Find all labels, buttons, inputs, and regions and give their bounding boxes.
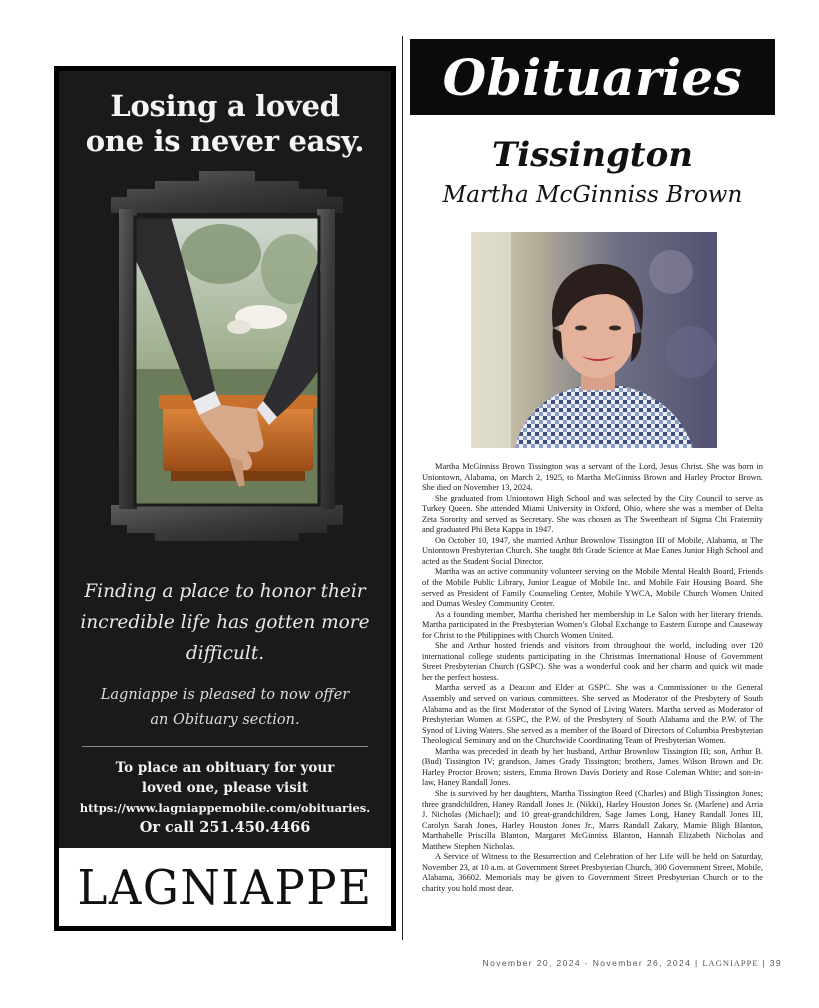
folio-separator: | bbox=[762, 958, 766, 968]
ad-tagline-line: difficult. bbox=[185, 643, 265, 664]
obituary-paragraph: She and Arthur hosted friends and visitors from throughout the world, including over 120 international college students participating in the Christmas International House of Government Street Presbyterian Church (GSPC). She was a wonderful cook and her charm and quick wit made her the perfect hostess. bbox=[422, 641, 763, 682]
ad-divider bbox=[82, 746, 368, 747]
obituary-paragraph: Martha was preceded in death by her husband, Arthur Brownlow Tissington III; son, Arthur B. (Bud) Tissington IV; grandson, James Grady Tissington; brothers, James Wilson Brown and Dr. Harley Proctor Brown; sisters, Emma Brown Davis Doriety and Rose Coleman White; and son-in-law, Haney Randall Jones. bbox=[422, 746, 763, 788]
folio-brand: LAGNIAPPE bbox=[702, 958, 759, 968]
ad-headline-line: one is never easy. bbox=[85, 124, 365, 158]
section-title: Obituaries bbox=[442, 47, 743, 107]
deceased-full-name: Martha McGinniss Brown bbox=[442, 182, 743, 208]
obituary-paragraph: On October 10, 1947, she married Arthur Brownlow Tissington III of Mobile, Alabama, at The Uniontown Presbyterian Church. She taught 8th Grade Science at Mae Eanes Junior High School and acted as the Student Social Director. bbox=[422, 535, 763, 566]
ad-tagline bbox=[69, 576, 381, 669]
ad-headline-line: Losing a loved bbox=[110, 89, 340, 123]
page-folio bbox=[483, 958, 782, 968]
folio-separator: | bbox=[694, 958, 699, 968]
obituary-advertisement bbox=[54, 66, 396, 931]
page-number: 39 bbox=[769, 958, 782, 968]
obituary-paragraph: She graduated from Uniontown High School and was selected by the City Council to serve as Turkey Queen. She attended Miami University in Oxford, Ohio, where she was a member of Delta Zeta Sorority and served as Secretary. She was chosen as The Sweetheart of Sigma Chi Fraternity and graduated Phi Beta Kappa in 1947. bbox=[422, 493, 763, 535]
ad-cta-line: To place an obituary for your bbox=[115, 760, 335, 776]
ad-cta-url: https://www.lagniappemobile.com/obituaries. bbox=[79, 801, 371, 815]
ad-subtag-line: an Obituary section. bbox=[150, 712, 300, 728]
ad-subtag-line: Lagniappe is pleased to now offer bbox=[100, 687, 350, 703]
obituary-paragraph: As a founding member, Martha cherished her membership in Le Salon with her literary friends. Martha participated in the Presbyterian Women’s Global Exchange to Eastern Europe and Causeway for Christ to the Philippines with Church Women United. bbox=[422, 609, 763, 640]
ad-cta-line: loved one, please visit bbox=[141, 780, 309, 796]
ad-tagline-line: Finding a place to honor their bbox=[84, 581, 366, 602]
section-banner bbox=[410, 39, 775, 115]
column-divider bbox=[402, 36, 403, 940]
ad-subtag bbox=[69, 683, 381, 733]
ad-call-to-action bbox=[59, 758, 391, 838]
holding-hands-image bbox=[111, 169, 343, 541]
obituary-paragraph: Martha was an active community volunteer serving on the Mobile Mental Health Board, Friends of the Mobile Public Library, Junior League of Mobile Inc. and Mobile Fair Housing Board. She served as President of Family Counseling Center, Mobile YWCA, Mobile Church Women United and Dumas Wesley Community Center. bbox=[422, 567, 763, 609]
obituary-body-text bbox=[422, 462, 763, 894]
lagniappe-logo: LAGNIAPPE bbox=[77, 859, 373, 915]
ad-tagline-line: incredible life has gotten more bbox=[80, 612, 370, 633]
obituary-paragraph: Martha served as a Deacon and Elder at GSPC. She was a Commissioner to the General Assembly and served on various committees. She served as Moderator of the Presbytery of South Alabama and as the first Moderator of the Synod of Living Waters. Martha served as Moderator of Presbyterian Women at GSPC, the P.W. of the Presbytery of South Alabama and the P.W. of The Synod of Living Waters. She served as a member of the Board of Directors of Columbia Presbyterian Theological Seminary and on the Churchwide Coordinating Team of Presbyterian Women. bbox=[422, 683, 763, 746]
ad-logo-bar bbox=[59, 848, 391, 926]
obituary-paragraph: She is survived by her daughters, Martha Tissington Reed (Charles) and Bligh Tissington Jones; three grandchildren, Haney Randall Jones Jr. (Nikki), Harley Houston Jones Sr. (Marlene) and Arria J. Nicholas (Michael); and 10 great-grandchildren, Sage James Long, Haney Randall Jones III, Carolyn Sarah Jones, Harley Houston Jones Jr., Marrs Randall Zakary, Mamie Bligh Blanton, Marthabelle Priscilla Blanton, Margaret McGinniss Blanton, Hannah Elizabeth Nicholas and Matthew Stephen Nicholas. bbox=[422, 788, 763, 851]
obituary-paragraph: A Service of Witness to the Resurrection and Celebration of her Life will be held on Saturday, November 23, at 10 a.m. at Government Street Presbyterian Church, 300 Government Street, Mobile, Alabama, 36602. Memorials may be given to Government Street Presbyterian Church or to the charity you hold most dear. bbox=[422, 852, 763, 893]
issue-dates: November 20, 2024 - November 26, 2024 bbox=[482, 958, 692, 968]
obituary-paragraph: Martha McGinniss Brown Tissington was a servant of the Lord, Jesus Christ. She was born in Uniontown, Alabama, on March 2, 1925, to Martha McGinniss Brown and Harley Proctor Brown. She died on November 13, 2024. bbox=[422, 462, 763, 493]
ad-headline bbox=[59, 89, 391, 159]
ad-cta-phone: Or call 251.450.4466 bbox=[139, 819, 311, 836]
deceased-surname: Tissington bbox=[491, 135, 693, 175]
deceased-portrait-photo bbox=[471, 232, 717, 448]
